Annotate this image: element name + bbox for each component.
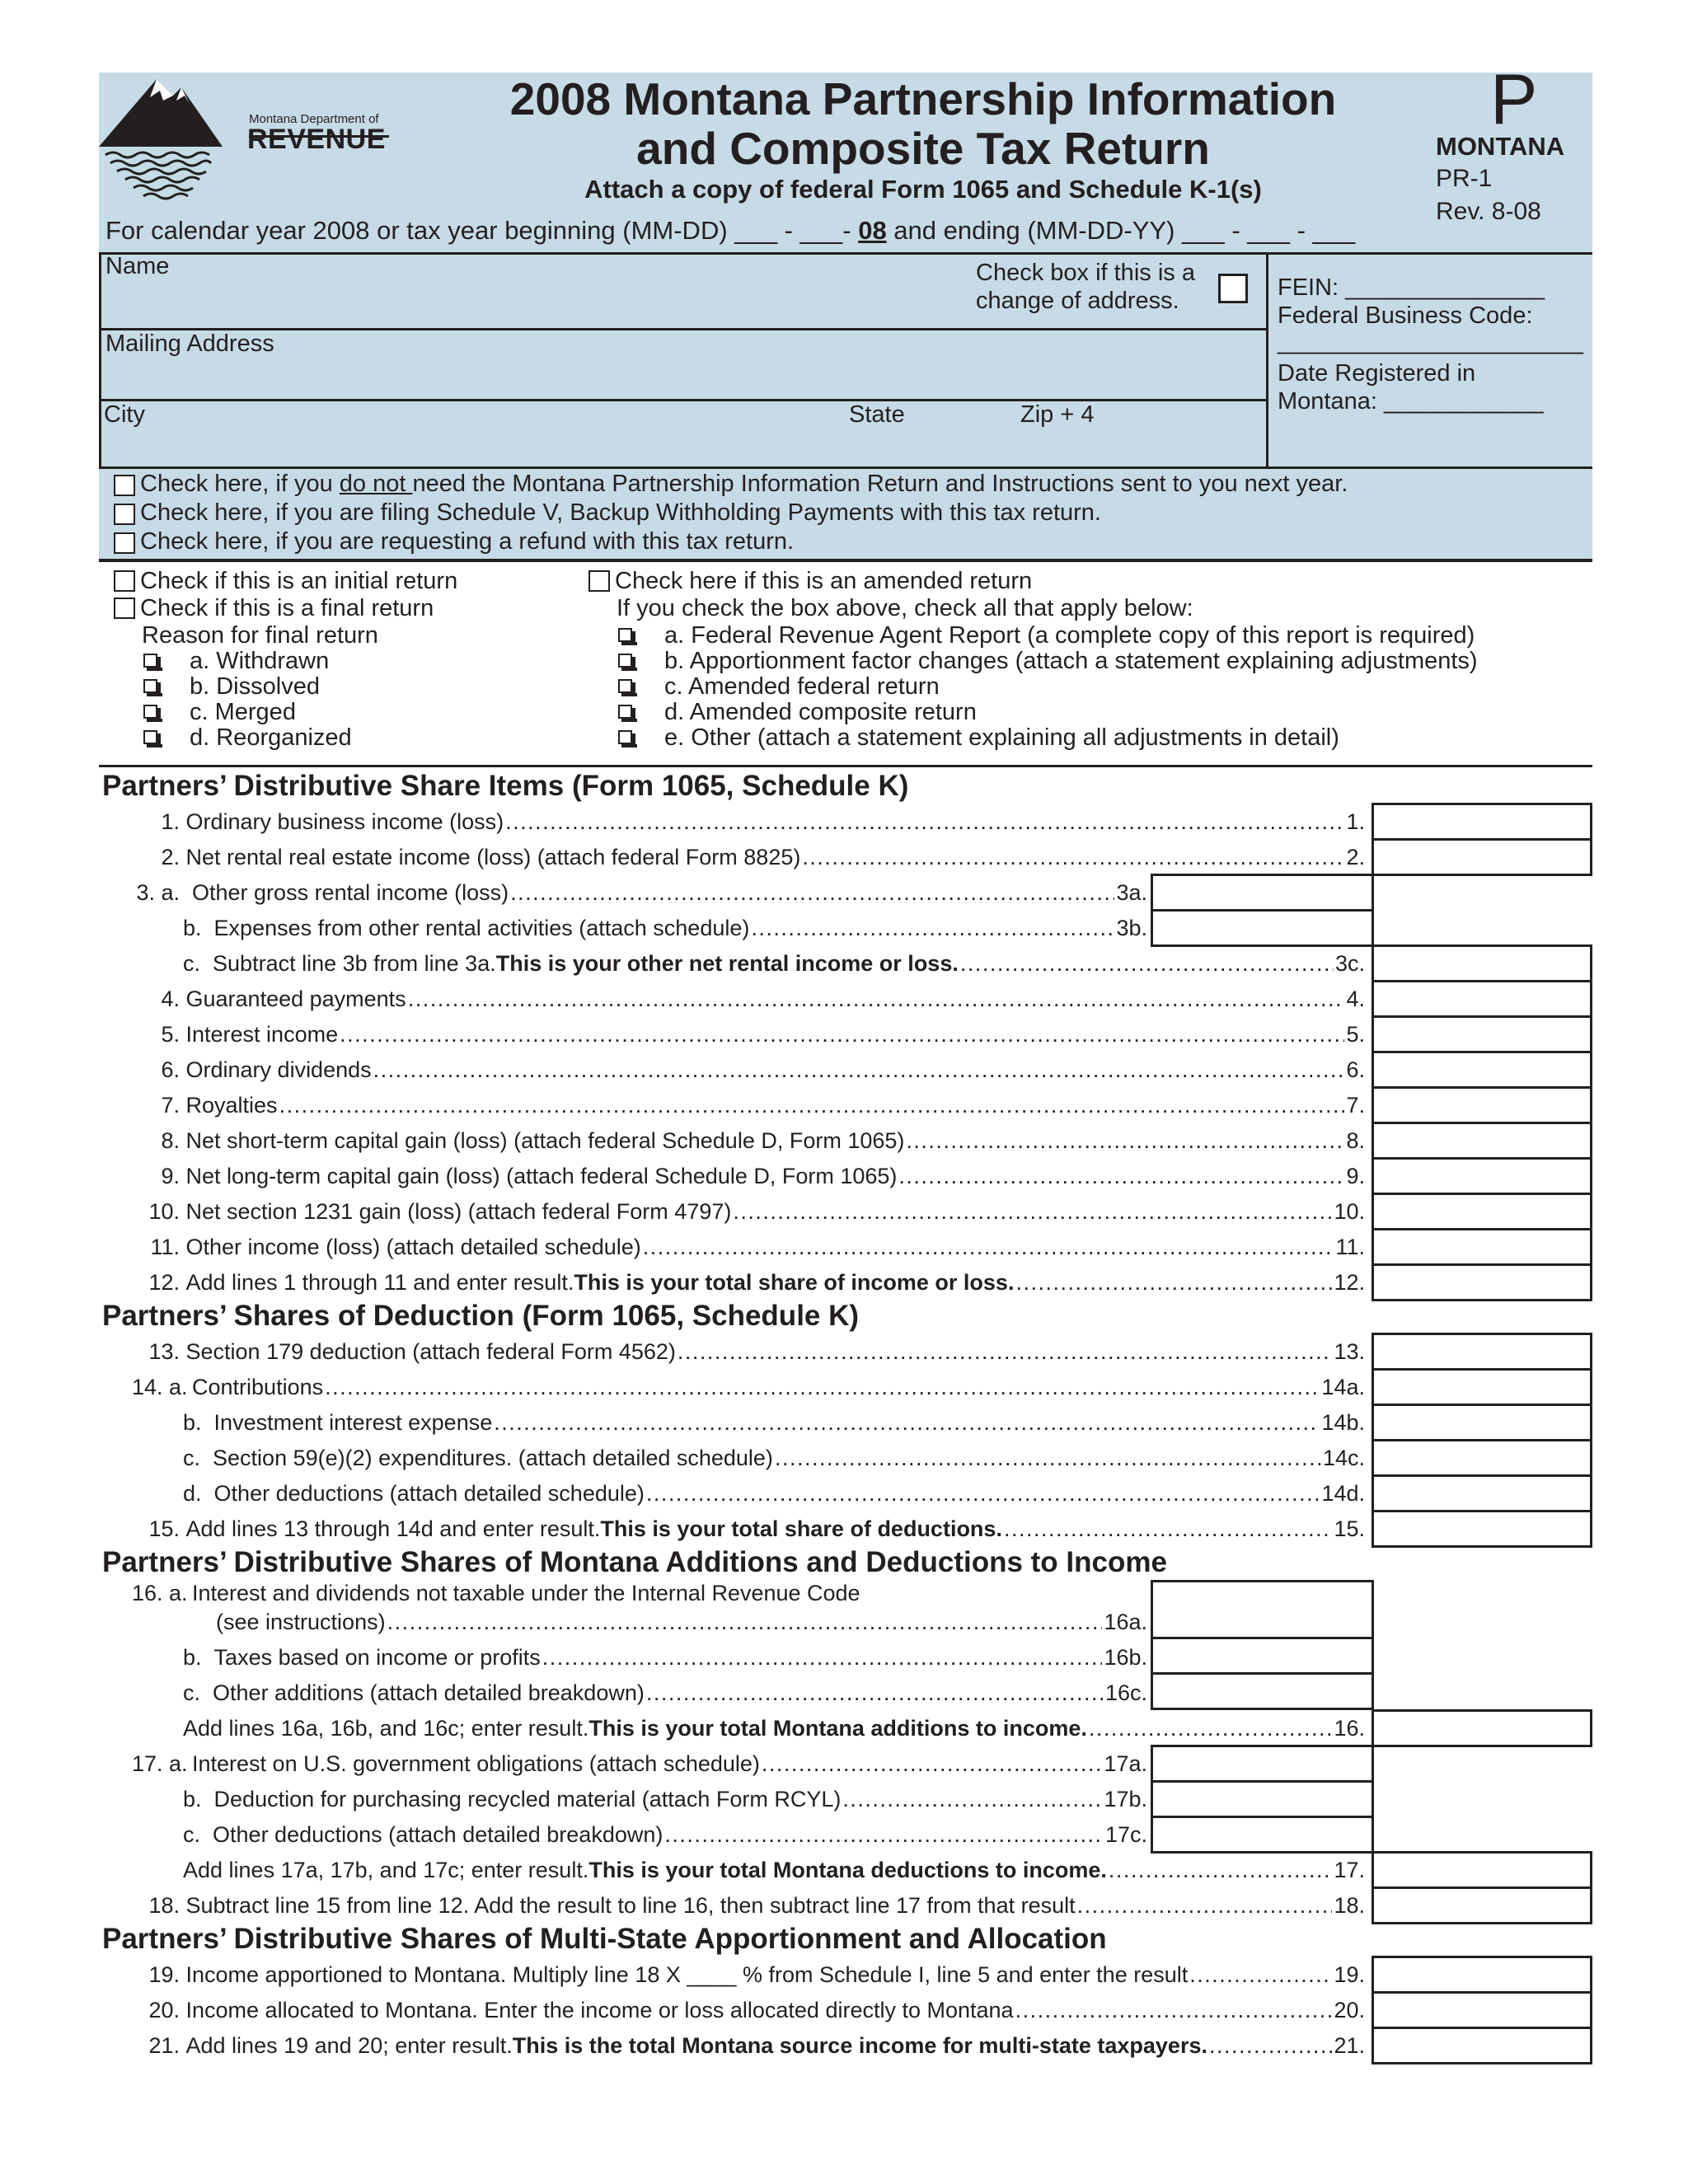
line-8 [132,1124,1365,1157]
line-text: 21. [148,2032,180,2058]
dot-leader [906,1128,1344,1154]
line-text: This is your total share of deductions. [600,1516,1002,1541]
dot-leader [646,1481,1320,1507]
line-text: Subtract line 3b from line 3a. [213,950,496,976]
state-name: MONTANA [1436,132,1565,161]
line-text: 3. a. [136,879,180,905]
date-registered-label: Montana: ____________ [1278,388,1544,415]
line-21-amount[interactable] [1372,2027,1592,2064]
line-1-amount[interactable] [1372,803,1592,841]
line-text: b. [183,1409,202,1435]
agency-name: REVENUE [247,124,386,155]
attach-note: Attach a copy of federal Form 1065 and Schedule K-1(s) [584,175,1262,204]
dot-leader [279,1093,1345,1118]
line-text: 17c. [1104,1821,1147,1847]
city-label: City [104,401,145,428]
line-text: 2. [1346,844,1365,869]
line-text: 11. [150,1234,180,1259]
amended-e-checkbox[interactable] [618,730,632,744]
line-text: 17. [1334,1857,1365,1882]
dot-leader [505,809,1344,835]
state-field[interactable] [849,425,1006,463]
dot-leader [1015,1270,1332,1296]
reason-dissolved-checkbox[interactable] [143,679,157,693]
line-text: Other deductions (attach detailed schedule) [213,1480,645,1506]
amended-return-label: Check here if this is an amended return [615,568,1033,594]
line-text: Other gross rental income (loss) [192,879,509,905]
line-16a-amount[interactable] [1151,1580,1374,1639]
dot-leader [898,1164,1344,1189]
line-text: 20. [1334,1997,1365,2022]
name-label: Name [106,253,170,279]
dot-leader [1209,2033,1332,2059]
dot-leader [678,1339,1333,1365]
line-19 [132,1958,1365,1991]
line-text: Other deductions (attach detailed breakdown) [213,1821,663,1847]
line-text: Ordinary business income (loss) [185,808,504,834]
federal-business-code-label: Federal Business Code: [1278,302,1533,329]
line-text: 5. [1346,1021,1365,1047]
line-16c-amount[interactable] [1151,1672,1374,1710]
line-17b-amount[interactable] [1151,1780,1374,1818]
line-18-amount[interactable] [1372,1886,1592,1924]
line-11 [132,1230,1365,1263]
dot-leader [1089,1716,1333,1741]
line-text: (see instructions) [216,1609,386,1634]
line-text: Income allocated to Montana. Enter the income or loss allocated directly to Montana [185,1997,1014,2022]
line-text: 5. [161,1021,180,1047]
line-text: 13. [148,1338,180,1364]
line-17c-amount[interactable] [1151,1816,1374,1854]
line-text: 3c. [1334,950,1365,976]
line-text: 13. [1334,1338,1365,1364]
form-title-line1: 2008 Montana Partnership Information [509,73,1337,124]
line-8-amount[interactable] [1372,1122,1592,1160]
address-change-label: change of address. [976,288,1179,314]
form-title-line2: and Composite Tax Return [636,123,1210,174]
federal-business-code-blank: _______________________ [1278,329,1583,355]
line-14c-amount[interactable] [1372,1439,1592,1477]
dot-leader [1004,1516,1333,1542]
tax-year-line [106,216,1355,246]
dot-leader [1015,1998,1333,2023]
address-change-checkbox[interactable] [1218,274,1248,303]
line-text: Deduction for purchasing recycled material (attach Form RCYL) [213,1786,842,1811]
dot-leader [775,1446,1321,1471]
line-text: b. [183,1644,202,1670]
refund-label: Check here, if you are requesting a refund with this tax return. [140,528,795,555]
amended-c-checkbox[interactable] [618,679,632,693]
reason-label: c. Merged [190,699,296,725]
zip-field[interactable] [1020,425,1259,463]
line-text: Check here, if you [140,471,340,497]
line-text: 9. [1346,1163,1365,1188]
dot-leader [1109,1858,1333,1883]
line-text: This is your total share of income or loss. [574,1269,1015,1295]
initial-return-label: Check if this is an initial return [140,568,458,594]
line-text: Section 179 deduction (attach federal Form 4562) [185,1338,676,1364]
form-id: PR-1 [1436,165,1493,192]
line-15-amount[interactable] [1372,1510,1592,1548]
line-text: This is your total Montana additions to income. [588,1715,1087,1741]
line-text: Other income (loss) (attach detailed schedule) [185,1234,641,1259]
line-17 [183,1854,1365,1886]
amended-item-label: d. Amended composite return [664,699,977,725]
line-text: 15. [148,1516,180,1541]
line-3c [183,947,1365,980]
line-text: 19. [148,1961,180,1987]
line-11-amount[interactable] [1372,1228,1592,1266]
line-text: 1. [161,808,180,834]
line-1 [132,805,1365,838]
line-text: 15. [1334,1516,1365,1541]
dot-leader [646,1680,1104,1706]
line-text: Interest and dividends not taxable under the Internal Revenue Code [192,1580,860,1605]
line-text: 14b. [1321,1409,1365,1435]
line-7 [132,1089,1365,1122]
line-13-amount[interactable] [1372,1333,1592,1371]
line-text: 14. a. [132,1374,188,1399]
line-text: 19. [1334,1961,1365,1987]
line-text: 7. [161,1092,180,1118]
line-text: c. [183,1680,201,1705]
line-text: This is your total Montana deductions to income. [588,1857,1107,1882]
line-12-amount[interactable] [1372,1263,1592,1301]
line-text: b. [183,915,202,940]
line-3a [132,876,1147,909]
line-text: 6. [161,1057,180,1082]
line-17a [132,1747,1147,1780]
line-17a-amount[interactable] [1151,1745,1374,1783]
line-3b [183,912,1147,944]
line-text: d. [183,1480,202,1506]
dot-leader [387,1610,1103,1635]
line-text: This is your other net rental income or loss. [495,950,959,976]
line-text: 16a. [1104,1609,1147,1634]
line-text: 16. a. [132,1580,188,1605]
line-10 [132,1195,1365,1228]
dot-leader [510,880,1114,906]
initial-return-checkbox[interactable] [114,570,135,592]
line-text: b. [183,1786,202,1811]
dot-leader [842,1787,1102,1812]
divider [99,559,1592,562]
line-14c [183,1441,1365,1474]
line-9-amount[interactable] [1372,1157,1592,1195]
line-text: 14a. [1321,1374,1365,1399]
line-text: 14c. [1322,1445,1365,1470]
line-text: 17b. [1104,1786,1147,1811]
line-16a [132,1577,1203,1610]
line-text: need the Montana Partnership Information Return and Instructions sent to you next year. [412,471,1348,497]
line-text: Add lines 1 through 11 and enter result. [185,1269,574,1295]
dot-leader [1189,1962,1332,1988]
line-text: 10. [148,1198,180,1224]
dot-leader [542,1645,1103,1671]
reason-merged-checkbox[interactable] [143,705,157,719]
reason-reorganized-checkbox[interactable] [143,730,157,744]
line-text: c. [183,1445,201,1470]
line-text: Contributions [192,1374,324,1399]
form-letter: P [1490,60,1538,139]
line-text: 17. a. [132,1750,188,1776]
line-text: Add lines 13 through 14d and enter result. [185,1516,601,1541]
amended-a-checkbox[interactable] [618,628,632,642]
dot-leader [802,845,1344,870]
line-text: 6. [1346,1057,1365,1082]
line-text: Add lines 19 and 20; enter result. [185,2032,513,2058]
schedule-v-checkbox[interactable] [114,504,135,525]
final-reason-label: Reason for final return [142,622,378,649]
line-16-amount[interactable] [1372,1709,1592,1747]
dot-leader [751,916,1114,941]
line-6 [132,1053,1365,1086]
amended-return-checkbox[interactable] [588,570,610,592]
date-registered-label: Date Registered in [1278,360,1476,387]
section-heading-income: Partners’ Distributive Share Items (Form 1065, Schedule K) [102,770,909,802]
line-text: Subtract line 15 from line 12. Add the result to line 16, then subtract line 17 from that result [185,1892,1076,1918]
amended-d-checkbox[interactable] [618,705,632,719]
reason-withdrawn-checkbox[interactable] [143,654,157,668]
line-text: 7. [1346,1092,1365,1118]
line-text: Net short-term capital gain (loss) (attach federal Schedule D, Form 1065) [185,1127,905,1153]
line-text: 16. [1334,1715,1365,1741]
line-2 [132,841,1365,874]
line-17-amount[interactable] [1372,1851,1592,1889]
dot-leader [1077,1893,1333,1919]
line-16 [183,1712,1365,1745]
line-text: Guaranteed payments [185,986,406,1011]
line-16b-amount[interactable] [1151,1637,1374,1675]
line-text: Income apportioned to Montana. Multiply line 18 X ____ % from Schedule I, line 5 and enter the result [185,1961,1189,1987]
address-change-label: Check box if this is a [976,260,1195,286]
mailing-address-label: Mailing Address [106,330,274,357]
line-3a-amount[interactable] [1151,874,1374,912]
line-5 [132,1018,1365,1051]
line-13 [132,1335,1365,1368]
section-heading-deduction: Partners’ Shares of Deduction (Form 1065, Schedule K) [102,1300,860,1332]
line-20 [132,1994,1365,2027]
line-text: Ordinary dividends [185,1057,372,1082]
dot-leader [408,987,1345,1012]
line-text: 12. [148,1269,180,1295]
amended-note: If you check the box above, check all that apply below: [617,595,1193,621]
line-text: 18. [1334,1892,1365,1918]
final-return-checkbox[interactable] [114,598,135,619]
line-16b [183,1641,1147,1674]
line-text: 20. [148,1997,180,2022]
line-14b-amount[interactable] [1372,1404,1592,1441]
line-text: 14d. [1321,1480,1365,1506]
line-10-amount[interactable] [1372,1193,1592,1230]
line-14a [132,1371,1365,1404]
form-revision: Rev. 8-08 [1436,198,1541,225]
line-text: Interest income [185,1021,339,1047]
line-5-amount[interactable] [1372,1015,1592,1053]
line-4 [132,982,1365,1015]
line-text: 10. [1334,1198,1365,1224]
amended-item-label: a. Federal Revenue Agent Report (a complete copy of this report is required) [664,622,1475,649]
amended-item-label: b. Apportionment factor changes (attach a statement explaining adjustments) [664,648,1478,674]
line-15 [132,1512,1365,1545]
line-text: 18. [148,1892,180,1918]
divider [99,765,1592,767]
dot-leader [643,1235,1334,1260]
line-text: Royalties [185,1092,278,1118]
line-16a-cont [216,1605,1147,1638]
line-4-amount[interactable] [1372,980,1592,1018]
fein-label: FEIN: _______________ [1278,274,1545,301]
schedule-v-label: Check here, if you are filing Schedule V, Backup Withholding Payments with this tax return. [140,499,1101,526]
divider [1266,252,1268,468]
line-9 [132,1160,1365,1193]
no-instructions-label [140,470,1348,498]
line-text: 16c. [1104,1680,1147,1705]
line-text: 8. [161,1127,180,1153]
line-text: This is the total Montana source income for multi-state taxpayers. [512,2032,1207,2058]
city-field[interactable] [104,425,829,463]
line-14d [183,1477,1365,1510]
line-7-amount[interactable] [1372,1086,1592,1124]
line-16c [183,1676,1147,1709]
divider [99,252,101,468]
line-text: Other additions (attach detailed breakdown) [213,1680,645,1705]
line-text: 9. [161,1163,180,1188]
zip-label: Zip + 4 [1020,401,1095,428]
line-text: c. [183,950,201,976]
line-text: 4. [1346,986,1365,1011]
line-text: 1. [1346,808,1365,834]
no-instructions-checkbox[interactable] [114,475,135,496]
line-text: and ending (MM-DD-YY) ___ - ___ - ___ [886,216,1356,245]
reason-label: a. Withdrawn [190,648,330,674]
line-text: 3b. [1116,915,1147,940]
divider [99,252,1592,255]
line-19-amount[interactable] [1372,1956,1592,1994]
reason-label: d. Reorganized [190,724,352,751]
line-17b [183,1783,1147,1816]
line-text: Add lines 17a, 17b, and 17c; enter result. [183,1857,589,1882]
name-field[interactable] [104,272,969,325]
line-text: For calendar year 2008 or tax year beginning (MM-DD) ___ - ___- [106,216,859,245]
line-text: 08 [858,216,887,245]
line-17c [183,1818,1147,1851]
mailing-address-field[interactable] [104,354,1258,396]
dot-leader [325,1375,1320,1400]
line-text: Interest on U.S. government obligations (attach schedule) [192,1750,760,1776]
line-text: Net section 1231 gain (loss) (attach federal Form 4797) [185,1198,732,1224]
line-14d-amount[interactable] [1372,1474,1592,1512]
section-heading-apportionment: Partners’ Distributive Shares of Multi-State Apportionment and Allocation [102,1923,1107,1955]
dot-leader [373,1057,1345,1083]
line-text: Investment interest expense [213,1409,493,1435]
line-text: 3a. [1116,879,1147,905]
refund-checkbox[interactable] [114,532,135,554]
line-21 [132,2029,1365,2062]
line-3b-amount[interactable] [1151,909,1374,947]
line-text: Add lines 16a, 16b, and 16c; enter result. [183,1715,589,1741]
dot-leader [664,1822,1104,1848]
state-label: State [849,401,905,428]
line-text: 2. [161,844,180,869]
line-20-amount[interactable] [1372,1991,1592,2029]
line-12 [132,1266,1365,1299]
line-text: 21. [1334,2032,1365,2058]
line-text: Section 59(e)(2) expenditures. (attach detailed schedule) [213,1445,773,1470]
amended-b-checkbox[interactable] [618,654,632,668]
line-text: Taxes based on income or profits [213,1644,541,1670]
line-14a-amount[interactable] [1372,1368,1592,1406]
line-text: Expenses from other rental activities (attach schedule) [213,915,750,940]
line-text: 17a. [1104,1750,1147,1776]
agency-small-text: Montana Department of [249,112,379,126]
amended-item-label: c. Amended federal return [664,673,940,700]
line-18 [132,1889,1365,1922]
line-text: 8. [1346,1127,1365,1153]
dot-leader [960,951,1334,977]
line-6-amount[interactable] [1372,1051,1592,1089]
line-text: do not [339,471,413,497]
line-14b [183,1406,1365,1439]
line-text: 4. [161,986,180,1011]
line-text: Net rental real estate income (loss) (attach federal Form 8825) [185,844,801,869]
dot-leader [494,1410,1320,1436]
line-text: 12. [1334,1269,1365,1295]
line-text: Net long-term capital gain (loss) (attach federal Schedule D, Form 1065) [185,1163,898,1188]
line-text: c. [183,1821,201,1847]
dot-leader [733,1199,1332,1225]
reason-label: b. Dissolved [190,673,320,700]
amended-item-label: e. Other (attach a statement explaining all adjustments in detail) [664,724,1339,751]
final-return-label: Check if this is a final return [140,595,434,621]
line-3c-amount[interactable] [1372,944,1592,982]
line-2-amount[interactable] [1372,838,1592,876]
line-text: 11. [1335,1234,1365,1259]
line-text: 16b. [1104,1644,1147,1670]
dot-leader [762,1751,1103,1777]
dot-leader [340,1022,1344,1047]
section-heading-additions: Partners’ Distributive Shares of Montana Additions and Deductions to Income [102,1546,1167,1578]
